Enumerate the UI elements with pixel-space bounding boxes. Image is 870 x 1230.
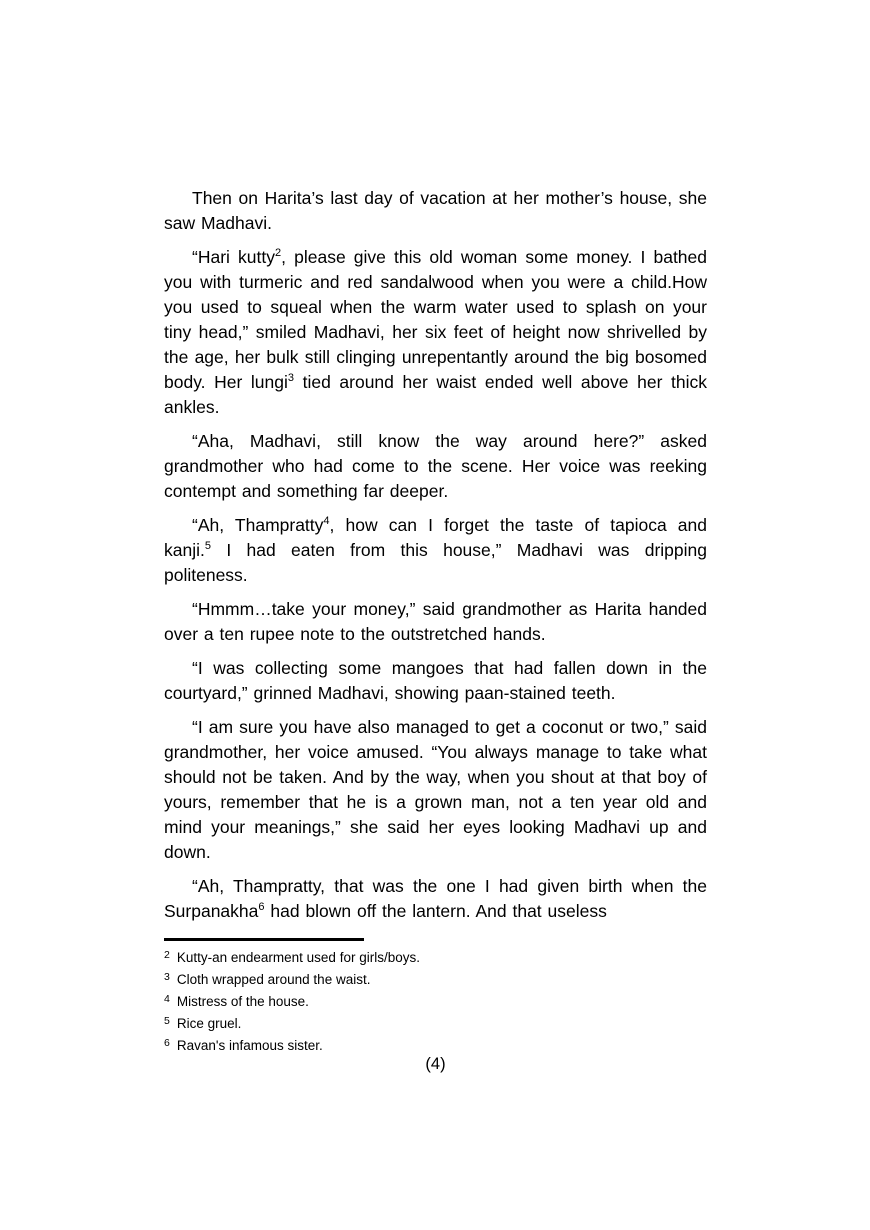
body-text	[164, 186, 707, 924]
footnote-marker: 2	[275, 247, 282, 259]
paragraph: “I am sure you have also managed to get a coconut or two,” said grandmother, her voice amused. “You always manage to take what should not be taken. And by the way, when you shout at that boy of yours, remember that he is a grown man, not a ten year old and mind your meanings,” she said her eyes looking Madhavi up and down.	[164, 717, 707, 862]
footnote-separator	[164, 938, 364, 941]
page-number: (4)	[425, 1055, 446, 1073]
footnote-number: 3	[164, 971, 170, 983]
footnote-number: 6	[164, 1037, 170, 1049]
footnote	[164, 969, 707, 991]
footnote-text: Kutty-an endearment used for girls/boys.	[176, 950, 420, 965]
footnote-number: 5	[164, 1015, 170, 1027]
paragraph: “Aha, Madhavi, still know the way around here?” asked grandmother who had come to the scene. Her voice was reeking contempt and something far deeper.	[164, 431, 707, 501]
footnote	[164, 1035, 707, 1057]
footnotes	[164, 938, 707, 1057]
footnote-text: Cloth wrapped around the waist.	[176, 972, 371, 987]
footnote-number: 2	[164, 949, 170, 961]
footnote-marker: 4	[323, 515, 330, 527]
footnotes-list	[164, 947, 707, 1057]
footnote-marker: 3	[287, 372, 294, 384]
document-page	[164, 186, 707, 1057]
footnote-text: Ravan's infamous sister.	[176, 1038, 323, 1053]
paragraph: “I was collecting some mangoes that had fallen down in the courtyard,” grinned Madhavi, showing paan-stained teeth.	[164, 658, 707, 703]
footnote	[164, 991, 707, 1013]
paragraph: “Hmmm…take your money,” said grandmother as Harita handed over a ten rupee note to the outstretched hands.	[164, 599, 707, 644]
footnote-marker: 6	[258, 901, 265, 913]
footnote	[164, 1013, 707, 1035]
footnote-text: Mistress of the house.	[176, 994, 309, 1009]
footnote-marker: 5	[204, 540, 211, 552]
footnote-text: Rice gruel.	[176, 1016, 242, 1031]
footnote-number: 4	[164, 993, 170, 1005]
paragraph: “Ah, Thampratty, that was the one I had given birth when the Surpanakha$^6$ had blown off the lantern. And that useless	[164, 876, 707, 921]
paragraph: “Hari kutty$^2$, please give this old woman some money. I bathed you with turmeric and red sandalwood when you were a child.How you used to squeal when the warm water used to splash on your tiny head,” smiled Madhavi, her six feet of height now shrivelled by the age, her bulk still clinging unrepentantly around the big bosomed body. Her lungi$^3$ tied around her waist ended well above her thick ankles.	[164, 247, 708, 417]
paragraph: Then on Harita’s last day of vacation at her mother’s house, she saw Madhavi.	[164, 188, 707, 233]
footnote	[164, 947, 707, 969]
paragraph: “Ah, Thampratty$^4$, how can I forget the taste of tapioca and kanji.$^5$ I had eaten from this house,” Madhavi was dripping politeness.	[164, 515, 708, 585]
